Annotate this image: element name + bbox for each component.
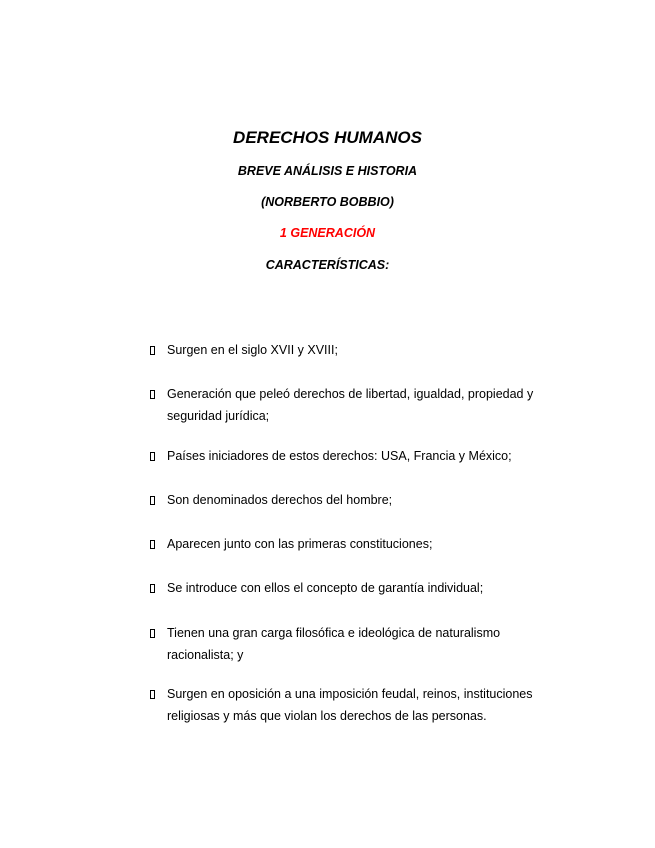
square-bullet-icon bbox=[150, 346, 155, 355]
square-bullet-icon bbox=[150, 540, 155, 549]
square-bullet-icon bbox=[150, 452, 155, 461]
list-item-text: Generación que peleó derechos de libertad, igualdad, propiedad y seguridad jurídica; bbox=[167, 387, 534, 423]
document-subtitle: BREVE ANÁLISIS E HISTORIA bbox=[237, 164, 418, 178]
list-item-text: Surgen en oposición a una imposición feudal, reinos, instituciones religiosas y más que violan los derechos de las personas. bbox=[167, 687, 533, 723]
section-heading: CARACTERÍSTICAS: bbox=[265, 258, 390, 272]
list-item-text: Aparecen junto con las primeras constituciones; bbox=[167, 537, 433, 551]
square-bullet-icon bbox=[150, 690, 155, 699]
square-bullet-icon bbox=[150, 629, 155, 638]
square-bullet-icon bbox=[150, 390, 155, 399]
document-title: DERECHOS HUMANOS bbox=[233, 128, 422, 147]
list-item-text: Se introduce con ellos el concepto de garantía individual; bbox=[167, 581, 484, 595]
square-bullet-icon bbox=[150, 584, 155, 593]
list-item-text: Tienen una gran carga filosófica e ideológica de naturalismo racionalista; y bbox=[167, 626, 501, 662]
document-author: (NORBERTO BOBBIO) bbox=[261, 195, 394, 209]
list-item-text: Países iniciadores de estos derechos: USA, Francia y México; bbox=[167, 449, 512, 463]
list-item-text: Surgen en el siglo XVII y XVIII; bbox=[167, 343, 338, 357]
square-bullet-icon bbox=[150, 496, 155, 505]
generation-heading: 1 GENERACIÓN bbox=[279, 226, 376, 240]
list-item-text: Son denominados derechos del hombre; bbox=[167, 493, 393, 507]
